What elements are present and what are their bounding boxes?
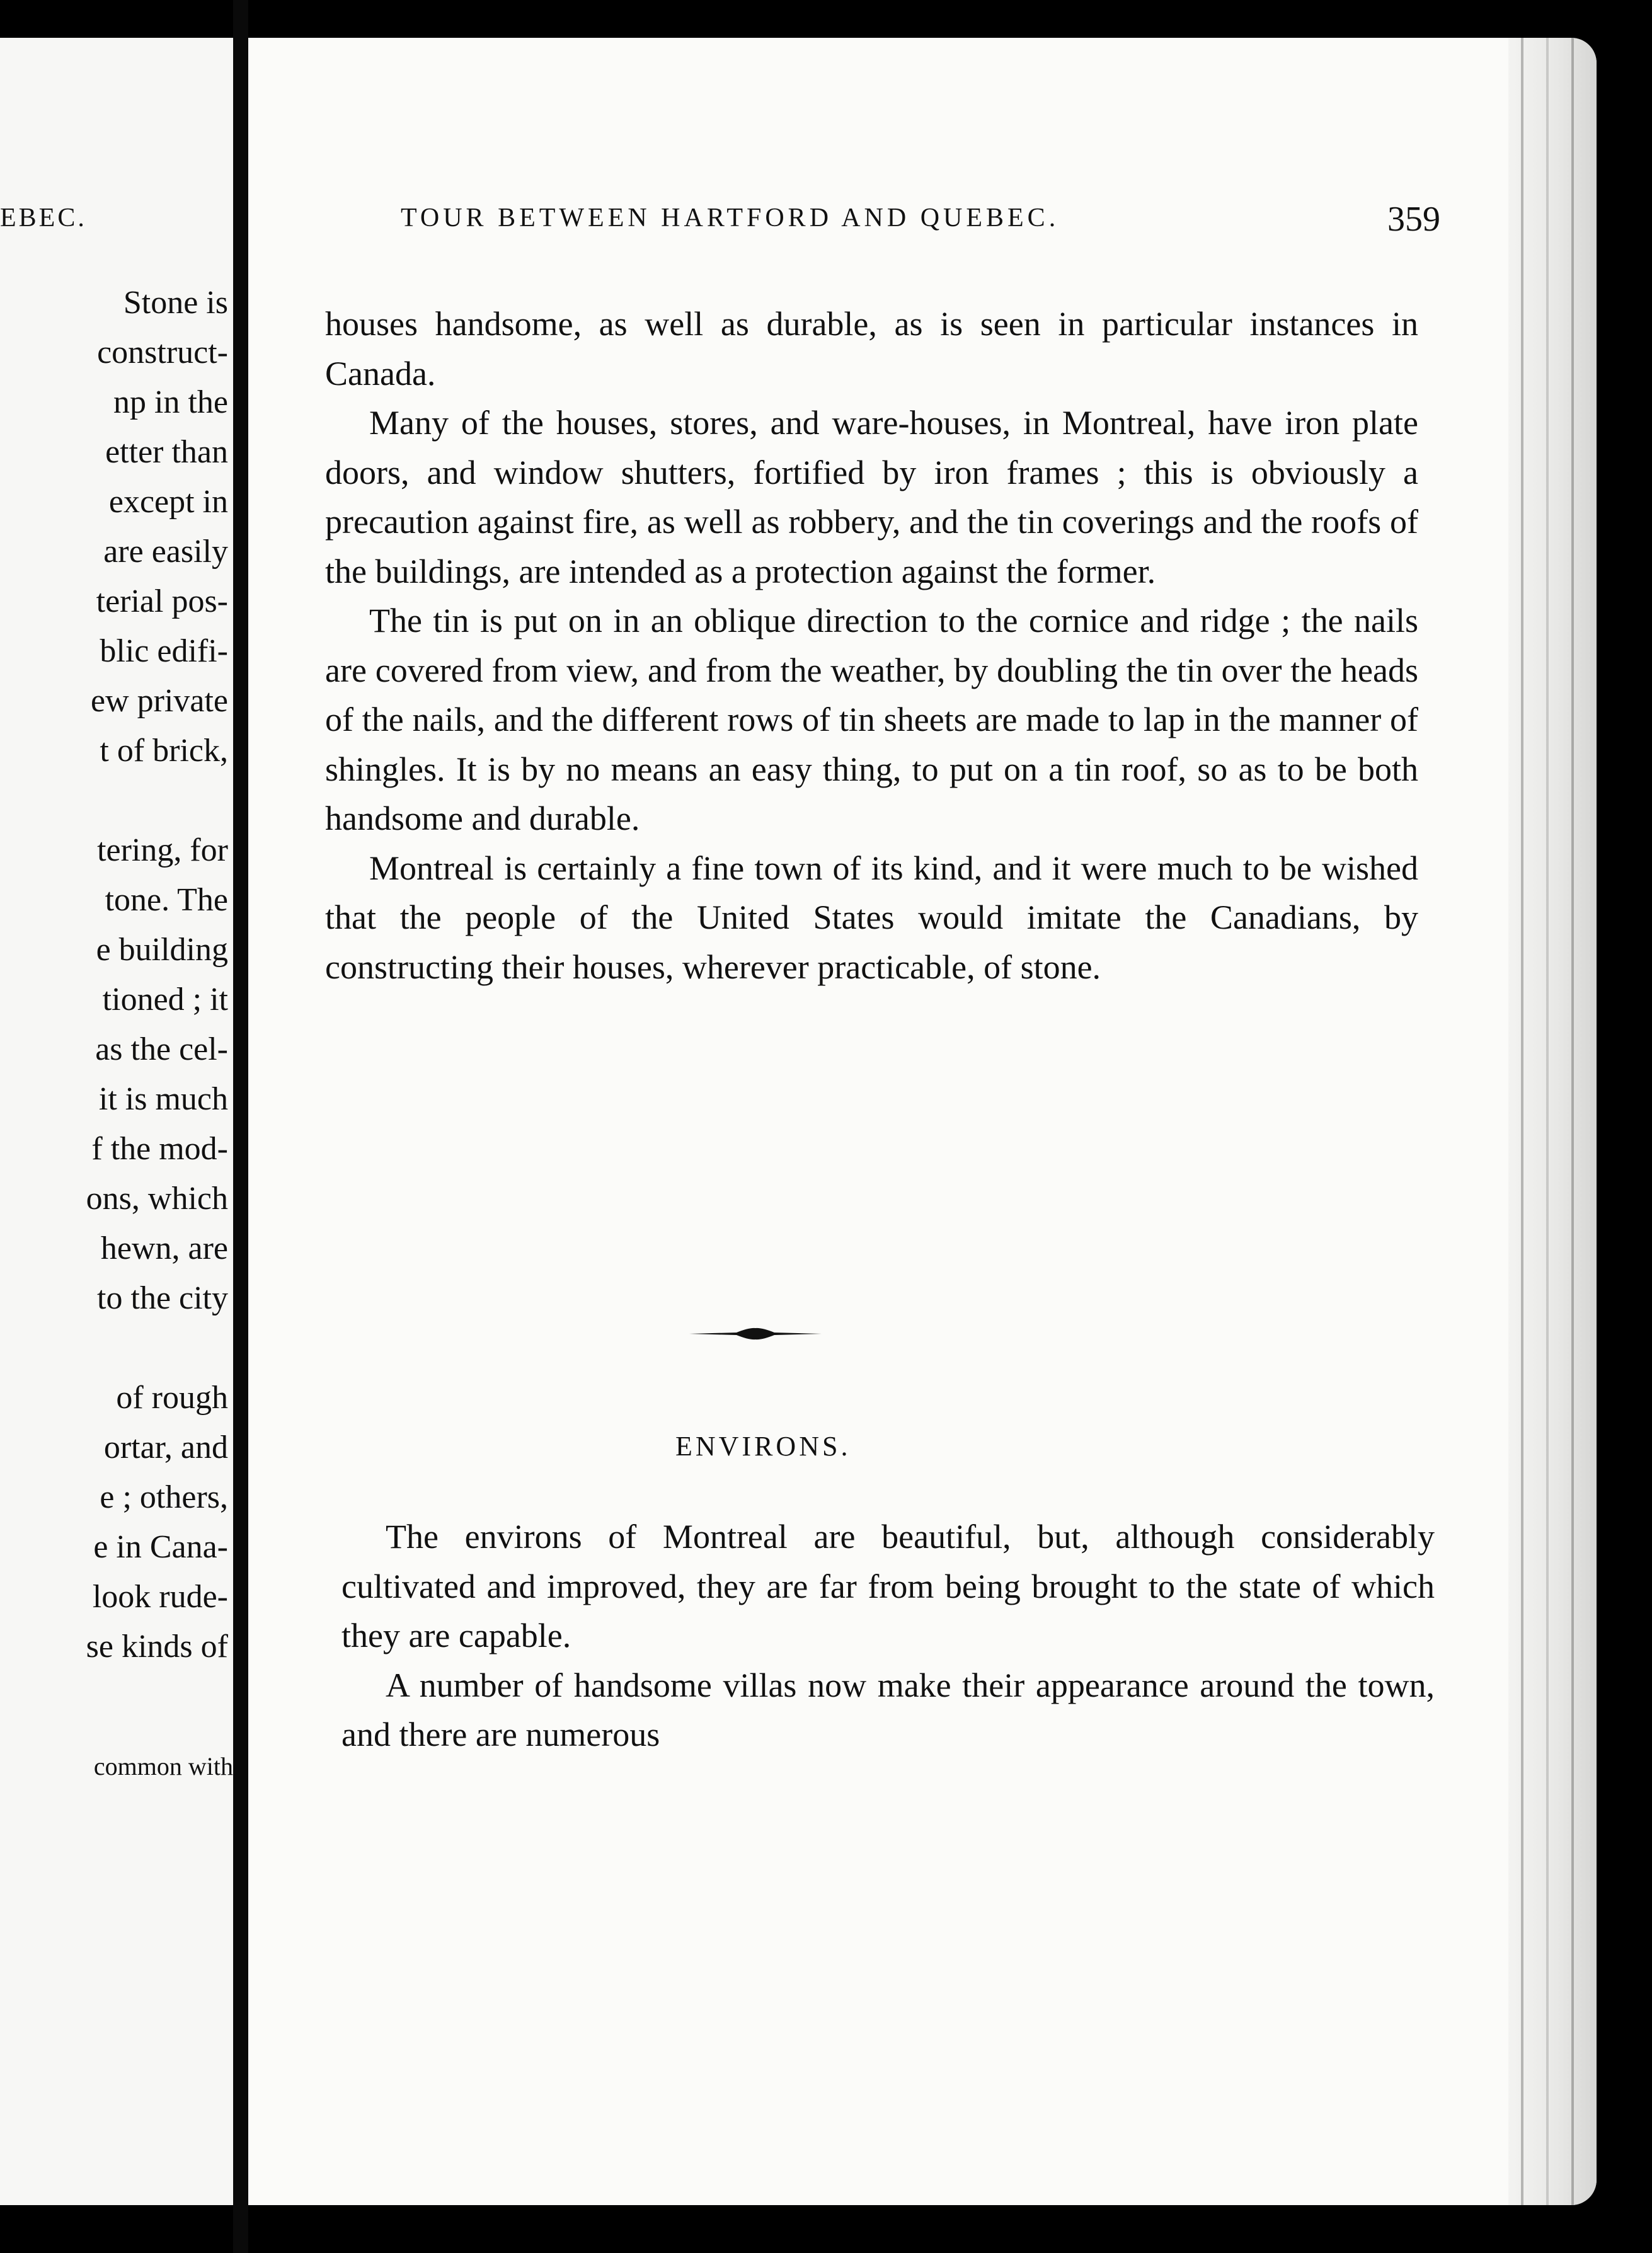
- left-text-line: Stone is: [123, 285, 228, 321]
- paragraph: A number of handsome villas now make their appearance around the town, and there are numerous: [341, 1666, 1435, 1753]
- section-divider-ornament: [689, 1324, 822, 1343]
- paragraph: The tin is put on in an oblique direction to the cornice and ridge ; the nails are covered from view, and from the weather, by doubling the tin over the heads of the nails, and the different rows of tin sheets are made to lap in the manner of shingles. It is by no means an easy thing, to put on a tin roof, so as to be both handsome and durable.: [325, 602, 1418, 837]
- left-text-line: etter than: [105, 434, 228, 470]
- left-text-line: tering, for: [97, 832, 228, 868]
- page-edge-line: [1546, 38, 1549, 2205]
- left-page: [0, 38, 233, 2205]
- left-text-line: e ; others,: [100, 1479, 228, 1515]
- left-text-line: tone. The: [105, 882, 228, 918]
- left-text-line: construct-: [97, 335, 228, 370]
- book-gutter: [233, 0, 248, 2253]
- left-text-line: ons, which: [86, 1181, 228, 1217]
- left-text-line: ew private: [90, 683, 228, 719]
- left-text-line: tioned ; it: [102, 982, 228, 1018]
- left-text-line: it is much: [98, 1081, 228, 1117]
- left-text-line: look rude-: [92, 1579, 228, 1615]
- left-text-line: of rough: [116, 1380, 228, 1416]
- left-text-line: hewn, are: [100, 1230, 228, 1266]
- left-text-line: ortar, and: [103, 1430, 228, 1465]
- left-text-line: se kinds of: [86, 1629, 228, 1665]
- left-text-line: to the city: [97, 1280, 228, 1316]
- paragraph: The environs of Montreal are beautiful, but, although considerably cultivated and improved, they are far from being brought to the state of which they are capable.: [341, 1518, 1435, 1654]
- paragraph: Montreal is certainly a fine town of its kind, and it were much to be wished that the people of the United States would imitate the Canadians, by constructing their houses, wherever practicable, of stone.: [325, 849, 1418, 986]
- running-head-title: TOUR BETWEEN HARTFORD AND QUEBEC.: [401, 204, 1060, 232]
- running-head: [401, 200, 1440, 239]
- paragraph-continued: houses handsome, as well as durable, as is seen in particular instances in Canada.: [325, 305, 1418, 393]
- section-heading: ENVIRONS.: [675, 1431, 851, 1462]
- left-text-line: blic edifi-: [100, 633, 228, 669]
- left-text-line: np in the: [113, 384, 228, 420]
- left-text-line: f the mod-: [91, 1131, 228, 1167]
- left-text-line: terial pos-: [96, 583, 228, 619]
- right-page: [248, 38, 1597, 2205]
- left-text-line: are easily: [103, 534, 228, 570]
- left-text-line: e building: [96, 932, 228, 968]
- page-edge-line: [1521, 38, 1523, 2205]
- paragraph: Many of the houses, stores, and ware-houses, in Montreal, have iron plate doors, and window shutters, fortified by iron frames ; this is obviously a precaution against fire, as well as robbery, and the tin coverings and the roofs of the buildings, are intended as a protection against the former.: [325, 404, 1418, 590]
- left-footnote: common with: [93, 1752, 233, 1780]
- left-text-line: t of brick,: [100, 733, 228, 769]
- left-text-line: except in: [108, 484, 228, 520]
- left-running-head: EBEC.: [0, 204, 87, 232]
- page-edge-line: [1571, 38, 1574, 2205]
- section-body-text: [341, 1512, 1435, 1760]
- left-text-line: as the cel-: [95, 1031, 228, 1067]
- left-text-line: e in Cana-: [93, 1529, 228, 1565]
- page-number: 359: [1387, 200, 1440, 239]
- page-edge-fore-edge: [1508, 38, 1597, 2205]
- body-text: [325, 299, 1418, 992]
